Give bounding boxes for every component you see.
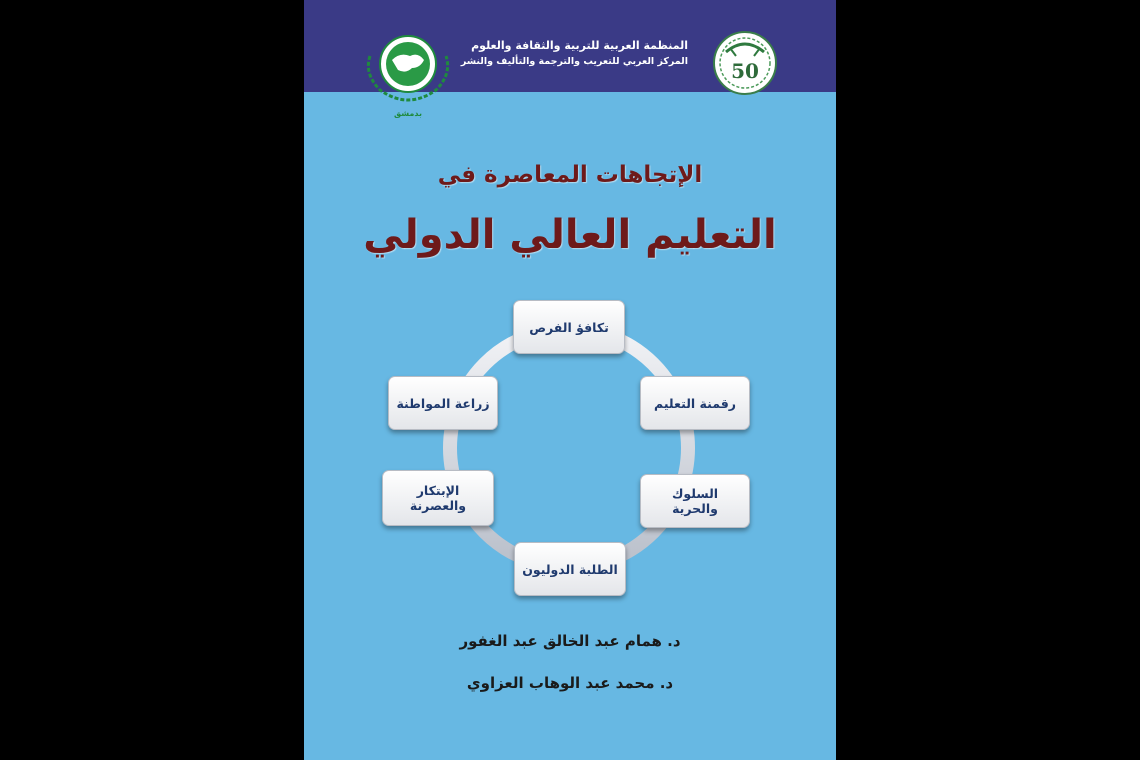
cycle-node-innovation-modernization: الإبتكار والعصرنة [382,470,494,526]
book-title: التعليم العالي الدولي [363,212,777,258]
anniversary-number: 50 [731,59,759,83]
cycle-node-international-students: الطلبة الدوليون [514,542,626,596]
author-2: د. محمد عبد الوهاب العزاوي [466,674,674,692]
left-logo-caption: بدمشق [394,109,422,118]
center-name: المركز العربي للتعريب والترجمة والتأليف والنشر [460,56,688,67]
cycle-node-equal-opportunity: تكافؤ الفرص [513,300,625,354]
cycle-node-citizenship: زراعة المواطنة [388,376,498,430]
cycle-node-behavior-freedom: السلوك والحرية [640,474,750,528]
book-subtitle: الإتجاهات المعاصرة في [437,162,703,188]
book-cover [304,0,836,760]
cycle-node-digitization: رقمنة التعليم [640,376,750,430]
organization-name: المنظمة العربية للتربية والثقافة والعلوم [471,39,688,52]
author-1: د. همام عبد الخالق عبد الغفور [459,632,681,650]
